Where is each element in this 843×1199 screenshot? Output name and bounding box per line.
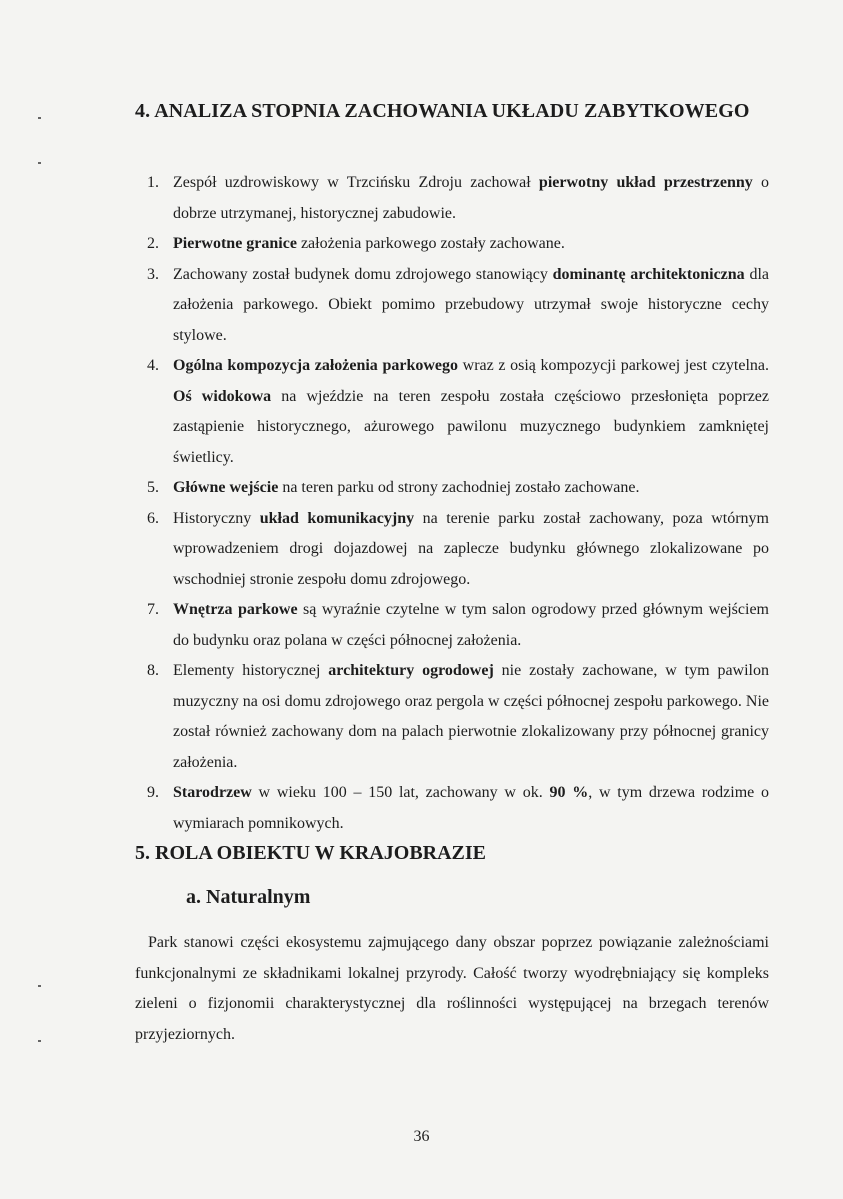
- list-item-text: założenia parkowego zostały zachowane.: [296, 235, 565, 252]
- list-item-emphasis: 90 %: [549, 784, 589, 801]
- list-item-number: 4.: [147, 357, 159, 374]
- list-item-emphasis: Ogólna kompozycja założenia parkowego: [173, 357, 459, 374]
- list-item-number: 7.: [147, 601, 159, 618]
- list-item-text: o dobrze utrzymanej, historycznej zabudowie.: [173, 174, 770, 222]
- list-item-text: są wyraźnie czytelne w tym salon ogrodowy przed głównym wejściem do budynku oraz polana w części północnej założenia.: [173, 601, 769, 649]
- list-item-number: 1.: [147, 174, 159, 191]
- list-item-text: na terenie parku został zachowany, poza wtórnym wprowadzeniem drogi dojazdowej na zaplecze budynku głównego zlokalizowane po wschodniej stronie zespołu domu zdrojowego.: [173, 509, 770, 588]
- list-item-emphasis: Pierwotne granice: [173, 235, 297, 252]
- list-item-text: nie zostały zachowane, w tym pawilon muzyczny na osi domu zdrojowego oraz pergola w części północnej zespołu parkowego. Nie został również zachowany dom na palach pierwotnie zlokalizowany przy północnej granicy założenia.: [173, 662, 770, 771]
- list-item-number: 3.: [147, 265, 159, 283]
- list-item-number: 6.: [147, 509, 159, 527]
- scan-mark: [38, 117, 41, 119]
- scan-mark: [38, 985, 41, 987]
- list-item-text: , w tym drzewa rodzime o wymiarach pomnikowych.: [173, 784, 769, 832]
- subsection-heading-5a: a. Naturalnym: [186, 886, 311, 908]
- list-item-number: 9.: [147, 784, 159, 801]
- list-item-text: dla założenia parkowego. Obiekt pomimo przebudowy utrzymał swoje historyczne cechy stylowe.: [173, 265, 769, 344]
- list-item-text: Historyczny: [173, 509, 260, 527]
- list-item: [135, 504, 769, 596]
- list-item: [135, 229, 769, 260]
- list-item-text: w wieku 100 – 150 lat, zachowany w ok.: [251, 784, 550, 801]
- list-item-text: na teren parku od strony zachodniej zostało zachowane.: [278, 479, 640, 496]
- list-item: [135, 473, 769, 504]
- list-item-emphasis: pierwotny układ przestrzenny: [538, 174, 753, 191]
- list-item-number: 2.: [147, 235, 159, 252]
- list-item-text: wraz z osią kompozycji parkowej jest czytelna.: [458, 357, 770, 374]
- body-paragraph: Park stanowi części ekosystemu zajmującego dany obszar poprzez powiązanie zależnościami funkcjonalnymi ze składnikami lokalnej przyrody. Całość tworzy wyodrębniający się kompleks zieleni o fizjonomii charakterystycznej dla roślinności występującej na brzegach terenów przyjeziornych.: [135, 934, 769, 1043]
- list-item-emphasis: Oś widokowa: [173, 387, 272, 405]
- section-heading-4: 4. ANALIZA STOPNIA ZACHOWANIA UKŁADU ZABYTKOWEGO: [135, 100, 750, 122]
- list-item: [135, 778, 769, 839]
- section-heading-5: 5. ROLA OBIEKTU W KRAJOBRAZIE: [135, 842, 487, 864]
- assessment-list: [135, 168, 769, 839]
- list-item: [135, 260, 769, 352]
- list-item-emphasis: układ komunikacyjny: [259, 509, 415, 527]
- list-item-text: Zachowany został budynek domu zdrojowego stanowiący: [173, 265, 553, 283]
- list-item-text: Elementy historycznej: [173, 662, 329, 679]
- list-item-emphasis: Wnętrza parkowe: [173, 601, 298, 618]
- list-item-emphasis: dominantę architektoniczna: [552, 265, 745, 283]
- list-item-text: na wjeździe na teren zespołu została częściowo przesłonięta poprzez zastąpienie historycznego, ażurowego pawilonu muzycznego budynkiem zamkniętej świetlicy.: [173, 387, 770, 466]
- list-item: [135, 595, 769, 656]
- list-item-emphasis: architektury ogrodowej: [328, 662, 494, 679]
- list-item-text: Zespół uzdrowiskowy w Trzcińsku Zdroju zachował: [173, 174, 539, 191]
- page-number: 36: [413, 1128, 430, 1145]
- list-item-number: 5.: [147, 479, 159, 496]
- list-item: [135, 656, 769, 778]
- list-item-number: 8.: [147, 662, 159, 679]
- list-item: [135, 351, 769, 473]
- list-item: [135, 168, 769, 229]
- list-item-emphasis: Starodrzew: [173, 784, 252, 801]
- scan-mark: [38, 1040, 41, 1042]
- scan-mark: [38, 162, 41, 164]
- list-item-emphasis: Główne wejście: [173, 479, 279, 496]
